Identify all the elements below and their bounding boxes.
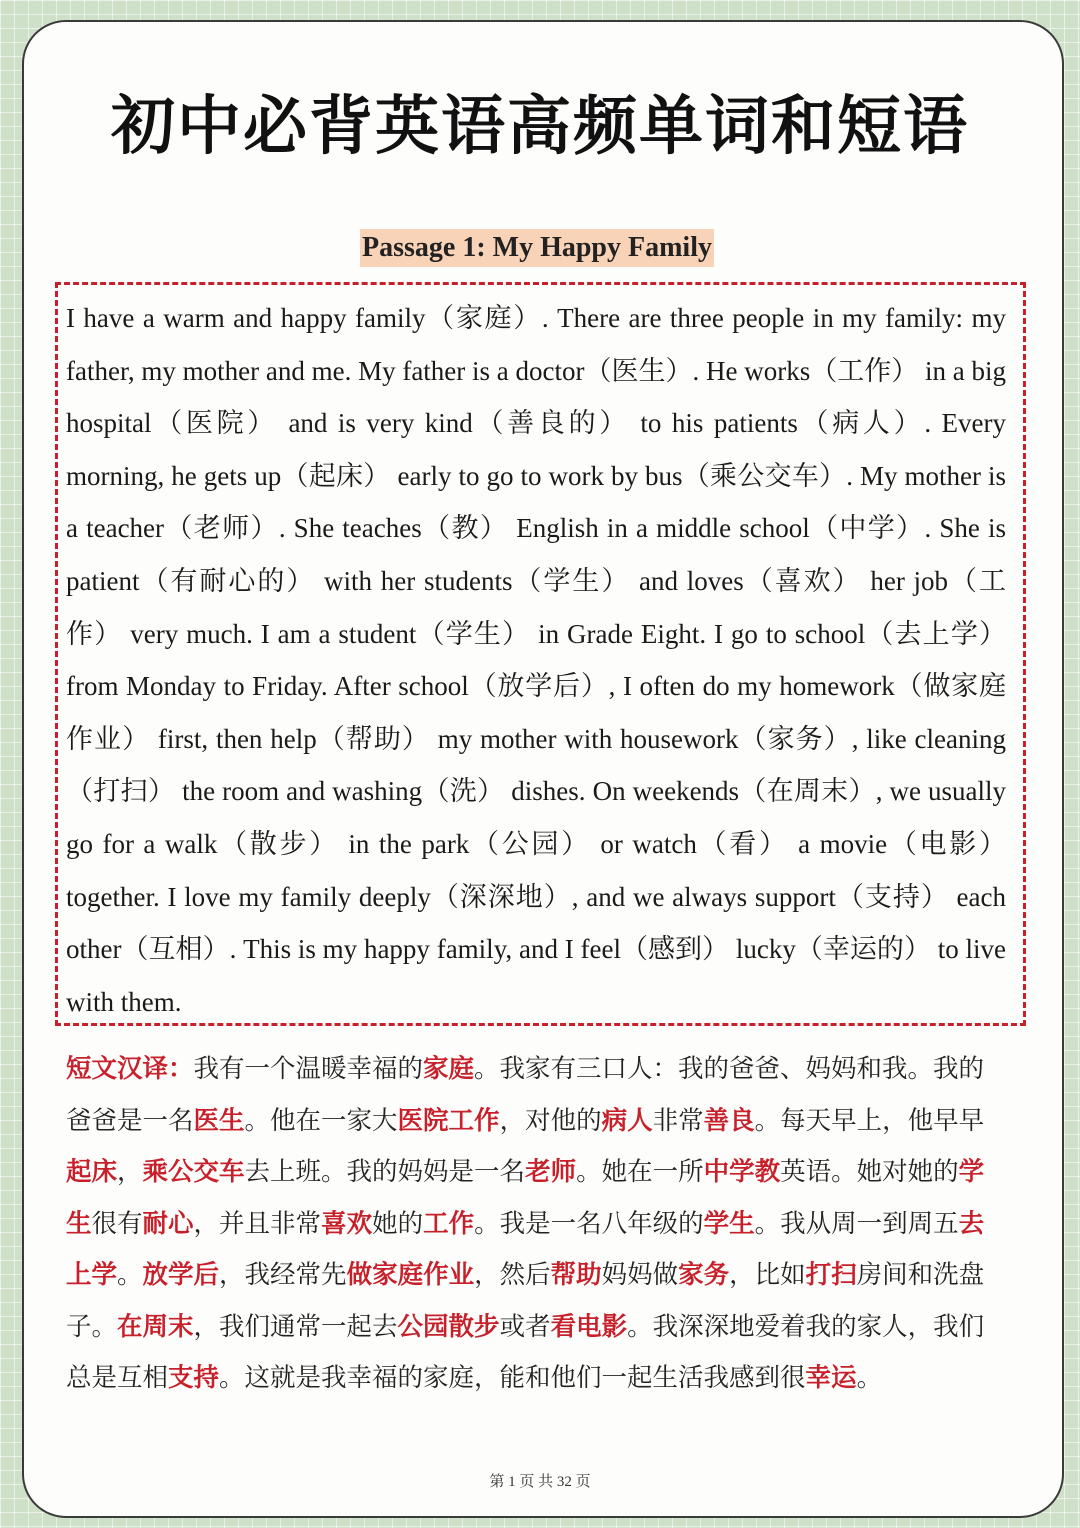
highlighted-term: 家庭 [423, 1054, 475, 1084]
translation-segment: 英语。她对她的 [780, 1157, 959, 1187]
highlighted-term: 中学教 [703, 1157, 781, 1187]
translation-segment: 。 [856, 1363, 883, 1393]
translation-segment: 或者 [499, 1311, 551, 1342]
translation-segment: 非常 [652, 1105, 704, 1136]
translation-paragraph [66, 1044, 1006, 1405]
highlighted-term: 公园散步 [397, 1311, 500, 1342]
highlighted-term: 乘公交车 [142, 1157, 245, 1187]
highlighted-term: 做家庭作业 [346, 1260, 475, 1290]
highlighted-term: 在周末 [117, 1311, 194, 1342]
highlighted-term: 帮助 [550, 1260, 602, 1290]
translation-segment: ， [117, 1157, 143, 1187]
translation-segment: 房间和洗盘子。 [66, 1260, 985, 1342]
highlighted-term: 幸运 [805, 1363, 857, 1393]
translation-segment: 。他在一家大 [244, 1105, 398, 1136]
highlighted-term: 耐心 [142, 1208, 194, 1239]
translation-segment: 。每天早上，他早早 [754, 1105, 985, 1136]
translation-segment: ，比如 [729, 1260, 806, 1290]
highlighted-term: 起床 [66, 1157, 118, 1187]
passage-heading: Passage 1: My Happy Family [360, 229, 714, 267]
highlighted-term: 老师 [525, 1157, 577, 1187]
translation-segment: 我有一个温暖幸福的 [193, 1054, 424, 1084]
highlighted-term: 善良 [703, 1105, 755, 1136]
highlighted-term: 医生 [193, 1105, 245, 1136]
page-number: 第 1 页 共 32 页 [489, 1474, 591, 1490]
highlighted-term: 学生 [66, 1157, 985, 1239]
highlighted-term: 支持 [168, 1363, 220, 1393]
page-title: 初中必背英语高频单词和短语 [111, 90, 969, 164]
translation-segment: ，并且非常 [193, 1208, 322, 1239]
translation-segment: 。我家有三口人：我的爸爸、妈妈和我。我的爸爸是一名 [66, 1054, 985, 1136]
translation-segment: ，我们通常一起去 [193, 1311, 398, 1342]
highlighted-term: 放学后 [142, 1260, 220, 1290]
highlighted-term: 去上学 [66, 1208, 985, 1290]
translation-segment: ，对他的 [499, 1105, 602, 1136]
highlighted-term: 喜欢 [321, 1208, 373, 1239]
passage-text: I have a warm and happy family（家庭）. There are three people in my family: my father, my mother and me. My father is a doctor（医生）. He works（工作） in a big hospital（医院） and is very kind（善良的） to his patients（病人）. Every morning, he gets up（起床） early to go to work by bus（乘公交车）. My mother is a teacher（老师）. She teaches（教） English in a middle school（中学）. She is patient（有耐心的） with her students（学生） and loves（喜欢） her job（工作） very much. I am a student（学生） in Grade Eight. I go to school（去上学） from Monday to Friday. After school（放学后）, I often do my homework（做家庭作业） first, then help（帮助） my mother with housework（家务）, like cleaning（打扫） the room and washing（洗） dishes. On weekends（在周末）, we usually go for a walk（散步） in the park（公园） or watch（看） a movie（电影） together. I love my family deeply（深深地）, and we always support（支持） each other（互相）. This is my happy family, and I feel（感到） lucky（幸运的） to live with them. [66, 303, 1006, 1017]
translation-segment: 很有 [91, 1208, 143, 1239]
translation-segment: 。我是一名八年级的 [474, 1208, 704, 1239]
translation-segment: 。 [117, 1260, 143, 1290]
translation-segment: ，我经常先 [219, 1260, 347, 1290]
translation-segment: 。这就是我幸福的家庭，能和他们一起生活我感到很 [219, 1363, 806, 1393]
highlighted-term: 打扫 [805, 1260, 857, 1290]
highlighted-term: 病人 [601, 1105, 653, 1136]
translation-segment: 。她在一所 [576, 1157, 704, 1187]
highlighted-term: 工作 [423, 1208, 475, 1239]
translation-label: 短文汉译： [66, 1054, 194, 1084]
translation-segment: 。我从周一到周五 [754, 1208, 959, 1239]
highlighted-term: 看电影 [550, 1311, 628, 1342]
highlighted-term: 学生 [703, 1208, 755, 1239]
translation-segment: 去上班。我的妈妈是一名 [244, 1157, 526, 1187]
highlighted-term: 医院工作 [397, 1105, 500, 1136]
translation-segment: 妈妈做 [601, 1260, 679, 1290]
translation-body [66, 1054, 984, 1393]
translation-segment: ，然后 [474, 1260, 551, 1290]
translation-segment: 。我深深地爱着我的家人，我们总是互相 [66, 1311, 985, 1393]
translation-segment: 她的 [372, 1208, 424, 1239]
highlighted-term: 家务 [678, 1260, 730, 1290]
